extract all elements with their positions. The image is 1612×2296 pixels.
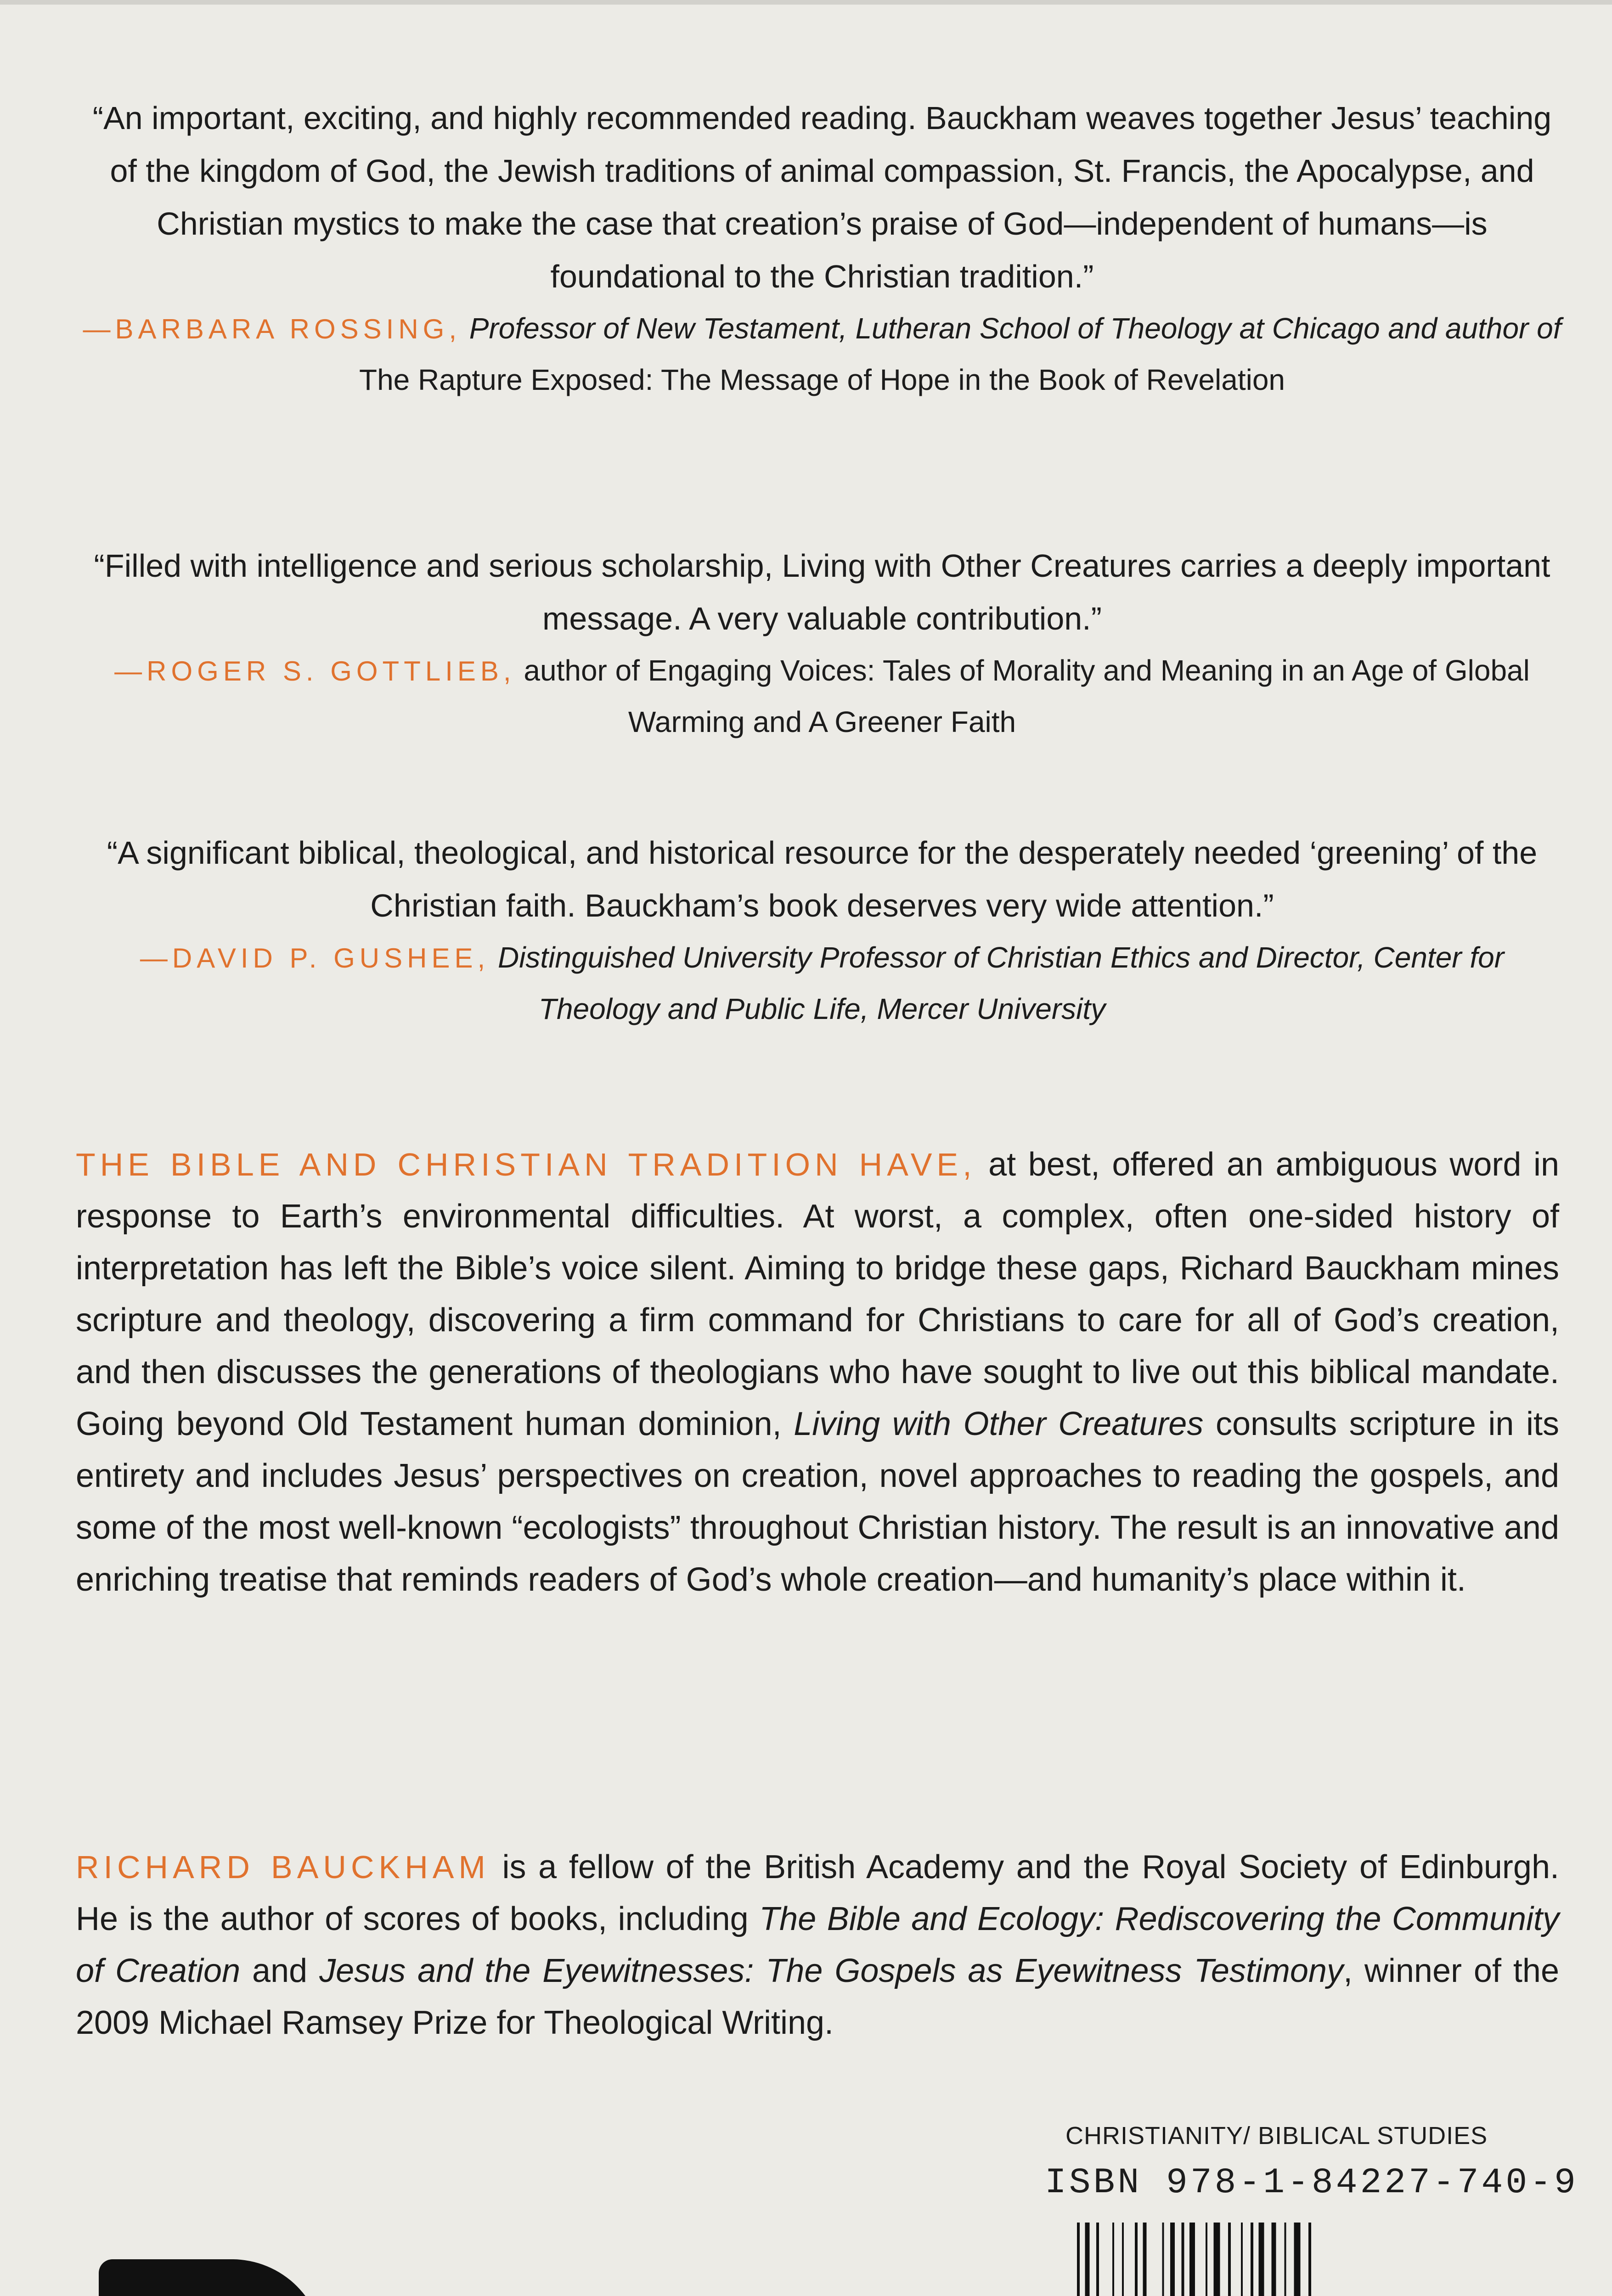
barcode-bar: [1170, 2223, 1175, 2296]
review-2: [78, 540, 1566, 747]
description-lead: THE BIBLE AND CHRISTIAN TRADITION HAVE,: [76, 1147, 976, 1182]
barcode-bar: [1189, 2223, 1195, 2296]
barcode-bar: [1096, 2223, 1099, 2296]
review-2-attribution: [78, 645, 1566, 747]
review-2-name: —ROGER S. GOTTLIEB,: [114, 656, 516, 687]
review-2-quote: “Filled with intelligence and serious scholarship, Living with Other Creatures carries a deeply important message. A very valuable contribution.”: [94, 548, 1550, 636]
barcode-bar: [1135, 2223, 1138, 2296]
barcode-bar: [1077, 2223, 1080, 2296]
barcode-bar: [1206, 2223, 1207, 2296]
review-3-attribution: [78, 932, 1566, 1034]
review-1-desc: Professor of New Testament, Lutheran School of Theology at Chicago and author of: [469, 312, 1561, 345]
barcode-bar: [1308, 2223, 1311, 2296]
barcode-bar: [1285, 2223, 1286, 2296]
barcode-bar: [1294, 2223, 1301, 2296]
category-label: CHRISTIANITY/ BIBLICAL STUDIES: [1065, 2122, 1488, 2150]
review-3-desc: Distinguished University Professor of Christian Ethics and Director, Center for Theology and Public Life, Mercer University: [497, 941, 1505, 1025]
review-3-quote: “A significant biblical, theological, and historical resource for the desperately needed ‘greening’ of the Christian faith. Bauckham’s book deserves very wide attention.”: [107, 835, 1538, 923]
barcode-bar: [1182, 2223, 1184, 2296]
top-edge-line: [0, 0, 1612, 5]
review-2-desc: author of Engaging Voices: Tales of Morality and Meaning in an Age of Global Warming and A Greener Faith: [524, 654, 1530, 738]
author-name: RICHARD BAUCKHAM: [76, 1849, 490, 1885]
bio-text-2: and: [240, 1953, 320, 1989]
review-1: [78, 92, 1566, 405]
bio-text-3: , winner of the 2009 Michael Ramsey Prize for Theological Writing.: [76, 1953, 1559, 2041]
barcode-bar: [1143, 2223, 1147, 2296]
description-text-2: consults scripture in its entirety and includes Jesus’ perspectives on creation, novel approaches to reading the gospels, and some of the most well-known “ecologists” throughout Christian history. The result is an innovative and enriching treatise that reminds readers of God’s whole creation—and humanity’s place within it.: [76, 1406, 1559, 1598]
barcode-bar: [1112, 2223, 1114, 2296]
barcode-bar: [1122, 2223, 1124, 2296]
review-1-book: The Rapture Exposed: The Message of Hope in the Book of Revelation: [359, 363, 1285, 396]
barcode-bar: [1085, 2223, 1090, 2296]
bio-text-1: is a fellow of the British Academy and the Royal Society of Edinburgh. He is the author of scores of books, including: [76, 1849, 1559, 1937]
description-text-1: at best, offered an ambiguous word in response to Earth’s environmental difficulties. At worst, a complex, often one-sided history of interpretation has left the Bible’s voice silent. Aiming to bridge these gaps, Richard Bauckham mines scripture and theology, discovering a firm command for Christians to care for all of God’s creation, and then discusses the generations of theologians who have sought to live out this biblical mandate. Going beyond Old Testament human dominion,: [76, 1146, 1559, 1442]
barcode-icon: [1077, 2223, 1541, 2296]
barcode-bar: [1241, 2223, 1243, 2296]
book-description: [76, 1139, 1559, 1606]
review-1-quote: “An important, exciting, and highly recommended reading. Bauckham weaves together Jesus’ teaching of the kingdom of God, the Jewish traditions of animal compassion, St. Francis, the Apocalypse, and Christian mystics to make the case that creation’s praise of God—independent of humans—is foundational to the Christian tradition.”: [92, 100, 1552, 294]
bio-book-1: The Bible and Ecology: Rediscovering the Community of Creation: [76, 1901, 1559, 1989]
barcode-bar: [1259, 2223, 1264, 2296]
review-3-name: —DAVID P. GUSHEE,: [140, 943, 490, 974]
review-3: [78, 827, 1566, 1034]
description-title: Living with Other Creatures: [794, 1406, 1204, 1442]
author-bio: [76, 1841, 1559, 2049]
review-1-name: —BARBARA ROSSING,: [83, 314, 461, 344]
barcode-bar: [1162, 2223, 1164, 2296]
isbn-label: ISBN 978-1-84227-740-9: [1045, 2163, 1578, 2203]
barcode-bar: [1214, 2223, 1220, 2296]
barcode-bar: [1228, 2223, 1231, 2296]
barcode-bar: [1251, 2223, 1253, 2296]
review-1-attribution: [78, 303, 1566, 405]
paternoster-logo-icon: [94, 2241, 351, 2296]
barcode-bar: [1272, 2223, 1276, 2296]
bio-book-2: Jesus and the Eyewitnesses: The Gospels as Eyewitness Testimony: [319, 1953, 1343, 1989]
